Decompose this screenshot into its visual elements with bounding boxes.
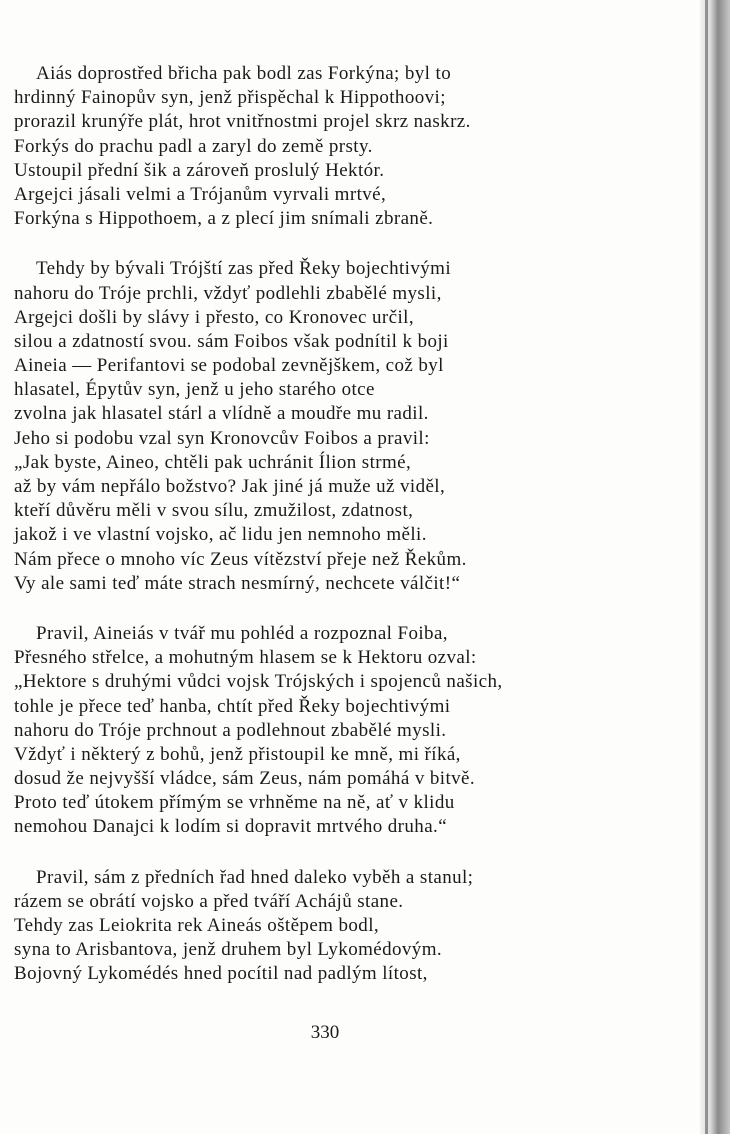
verse-line: „Jak byste, Aineo, chtěli pak uchránit Ílion strmé, [14,451,412,473]
verse-line: hrdinný Fainopův syn, jenž přispěchal k Hippothoovi; [14,87,446,109]
stanza-1 [14,62,694,231]
poem-text [14,62,694,1013]
verse-line: zvolna jak hlasatel stárl a vlídně a moudře mu radil. [14,403,429,425]
verse-line: Bojovný Lykomédés hned pocítil nad padlým lítost, [14,963,428,985]
verse-line: Vždyť i některý z bohů, jenž přistoupil ke mně, mi říká, [14,743,461,765]
verse-line: až by vám nepřálo božstvo? Jak jiné já muže už viděl, [14,476,446,497]
verse-line: Forkýna s Hippothoem, a z plecí jim snímali zbraně. [14,208,434,230]
verse-line: jakož i ve vlastní vojsko, ač lidu jen nemnoho měli. [14,524,427,546]
verse-line: dosud že nejvyšší vládce, sám Zeus, nám pomáhá v bitvě. [14,768,476,790]
verse-line: tohle je přece teď hanba, chtít před Řeky bojechtivými [14,695,451,717]
verse-line: Proto teď útokem přímým se vrhněme na ně, ať v klidu [14,792,455,814]
verse-line: Pravil, sám z předních řad hned daleko vyběh a stanul; [36,866,474,888]
stanza-2 [14,257,694,596]
verse-line: kteří důvěru měli v svou sílu, zmužilost, zdatnost, [14,500,414,522]
verse-line: Aineia — Perifantovi se podobal zevnějškem, což byl [14,355,444,377]
verse-line: nahoru do Tróje prchli, vždyť podlehli zbabělé mysli, [14,282,442,304]
verse-line: nahoru do Tróje prchnout a podlehnout zbabělé mysli. [14,719,447,741]
verse-line: Pravil, Aineiás v tvář mu pohléd a rozpoznal Foiba, [36,622,448,644]
verse-line: Tehdy by bývali Trójští zas před Řeky bojechtivými [36,258,451,280]
verse-line: Argejci jásali velmi a Trójanům vyrvali mrtvé, [14,183,387,205]
verse-line: nemohou Danajci k lodím si dopravit mrtvého druha.“ [14,816,448,838]
verse-line: Ustoupil přední šik a zároveň proslulý Hektór. [14,159,385,181]
stanza-3 [14,622,694,840]
verse-line: rázem se obrátí vojsko a před tváří Achájů stane. [14,890,404,912]
verse-line: Forkýs do prachu padl a zaryl do země prsty. [14,135,373,157]
verse-line: „Hektore s druhými vůdci vojsk Trójských i spojenců našich, [14,671,503,693]
verse-line: Přesného střelce, a mohutným hlasem se k Hektoru ozval: [14,647,477,669]
verse-line: prorazil krunýře plát, hrot vnitřnostmi projel skrz naskrz. [14,111,471,133]
verse-line: syna to Arisbantova, jenž druhem byl Lykomédovým. [14,939,443,961]
verse-line: hlasatel, Épytův syn, jenž u jeho starého otce [14,379,375,401]
verse-line: Nám přece o mnoho víc Zeus vítězství přeje než Řekům. [14,548,467,570]
verse-line: Tehdy zas Leiokrita rek Aineás oštěpem bodl, [14,915,380,936]
verse-line: Aiás doprostřed břicha pak bodl zas Forkýna; byl to [36,63,452,84]
verse-line: silou a zdatností svou. sám Foibos však podnítil k boji [14,330,449,352]
page-binding-shadow [705,0,708,1134]
verse-line: Jeho si podobu vzal syn Kronovcův Foibos a pravil: [14,427,430,449]
stanza-4 [14,866,694,987]
verse-line: Argejci došli by slávy i přesto, co Kronovec určil, [14,306,414,328]
page-number: 330 [310,1022,340,1043]
verse-line: Vy ale sami teď máte strach nesmírný, nechcete válčit!“ [14,572,461,594]
